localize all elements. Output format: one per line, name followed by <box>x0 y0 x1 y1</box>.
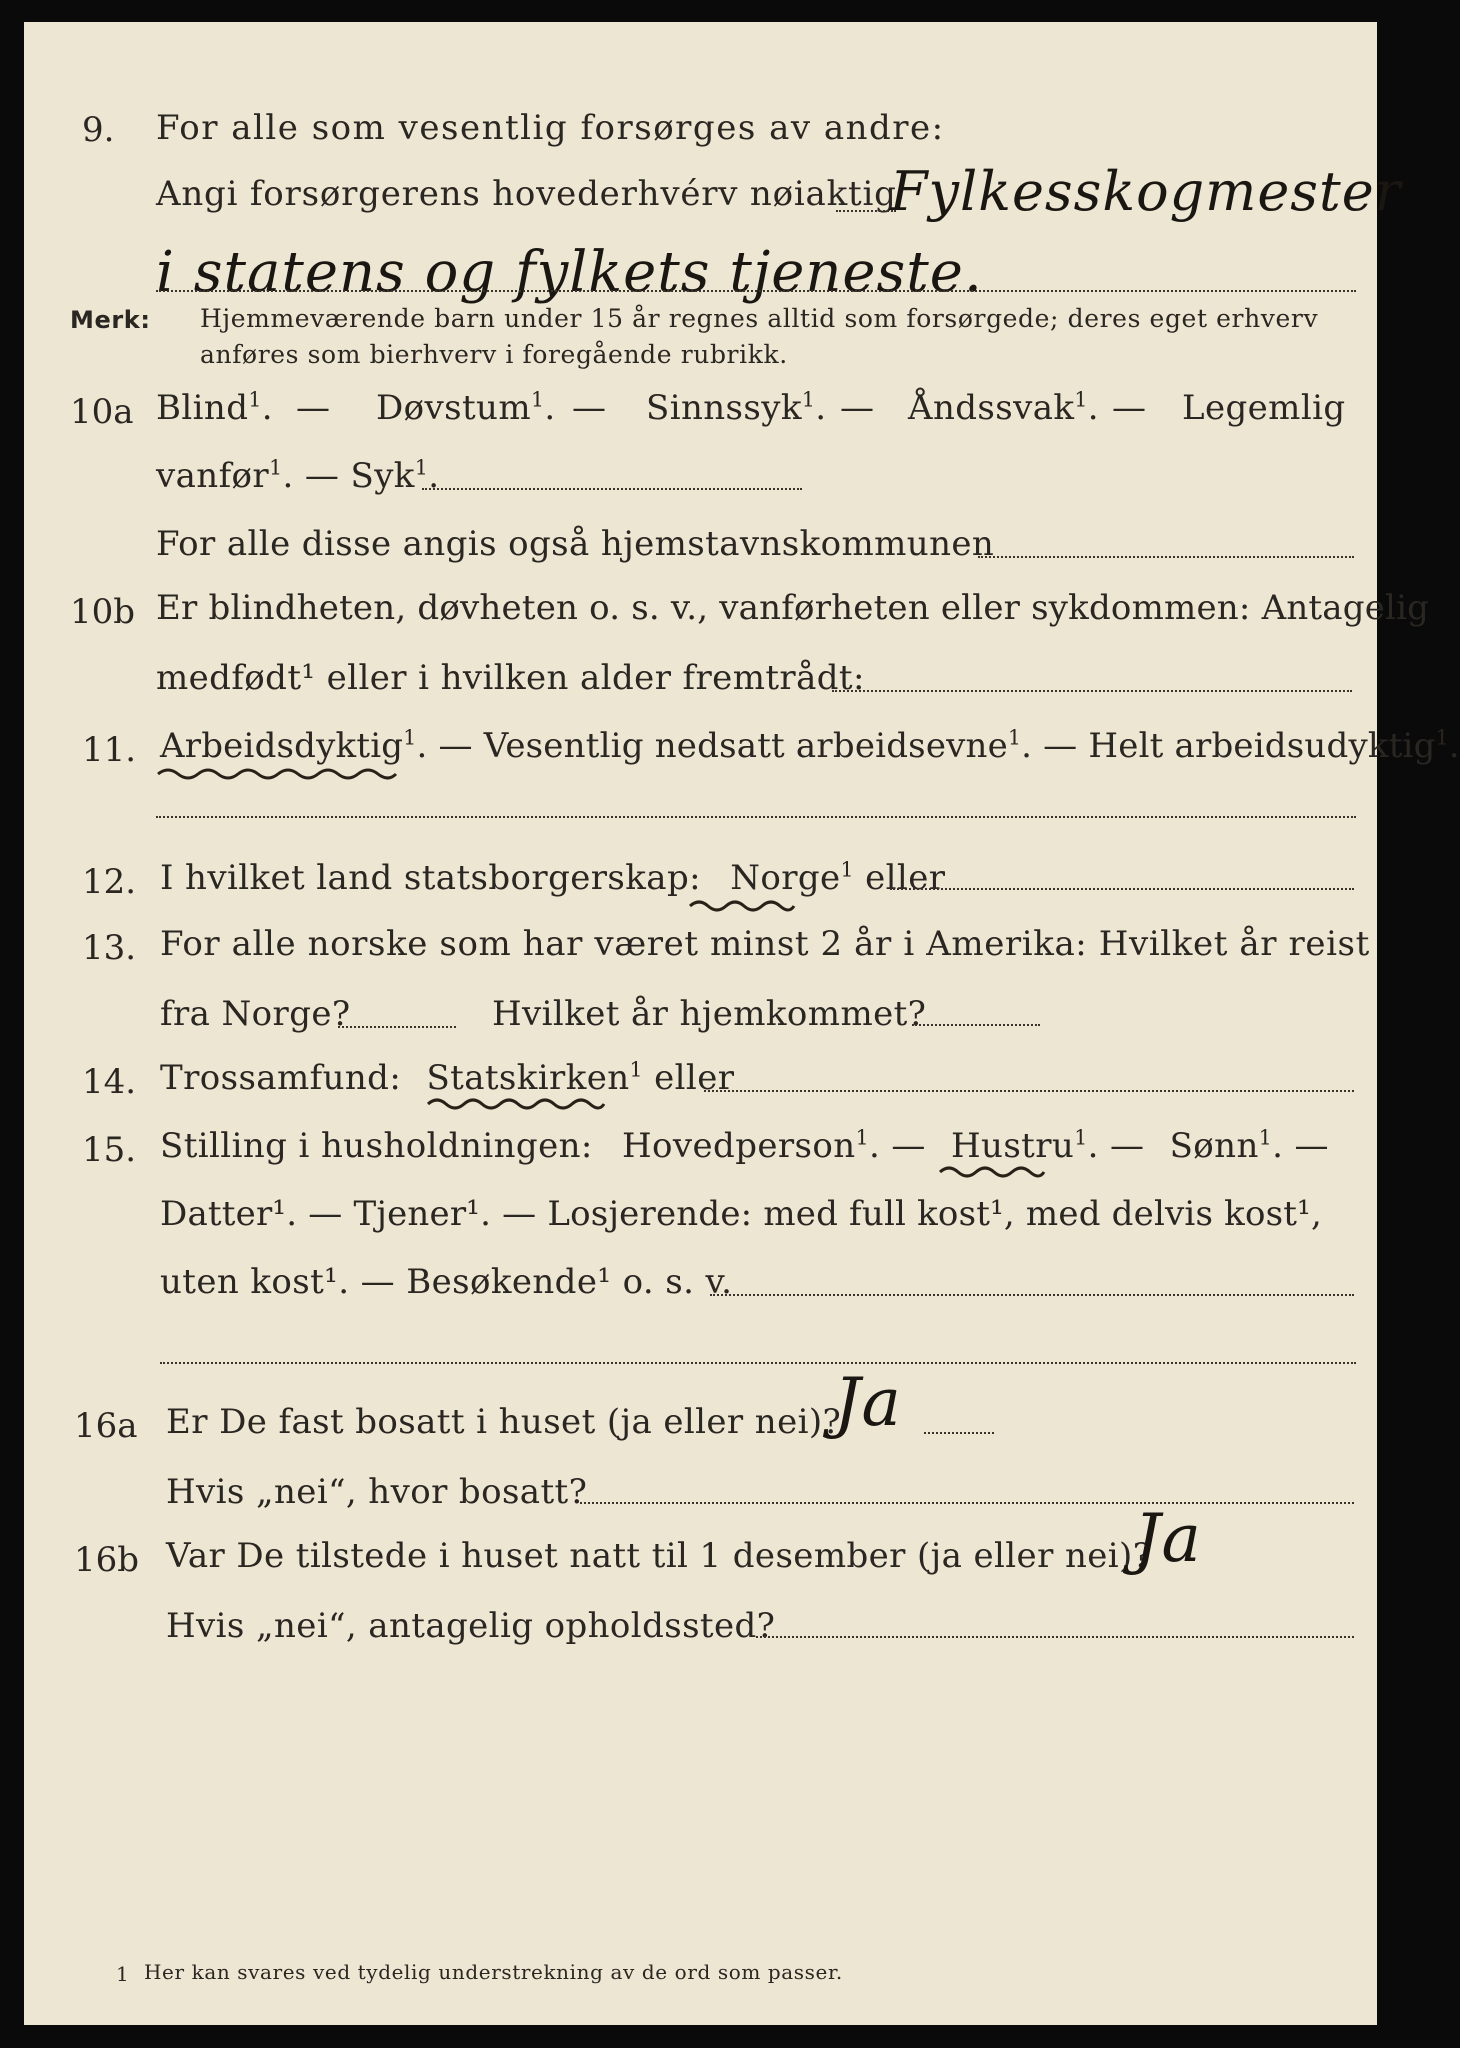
footnote-text: Her kan svares ved tydelig understrekning av de ord som passer. <box>144 1960 843 1984</box>
q9-handwritten-answer-1: Fylkesskogmester <box>890 160 1402 223</box>
q10a-hjemstavn-prompt: For alle disse angis også hjemstavnskommunen <box>156 524 995 564</box>
q13-prompt-reist: fra Norge? <box>160 994 351 1034</box>
census-form-page <box>24 22 1460 2025</box>
q13-number: 13. <box>82 928 137 968</box>
q10a-number: 10a <box>70 392 134 432</box>
q10a-dotted-line-1 <box>422 488 802 490</box>
q15-option-hustru: Hustru <box>950 1126 1075 1166</box>
dash: — <box>296 388 331 428</box>
q16b-prompt: Hvis „nei“, antagelig opholdssted? <box>166 1606 776 1646</box>
q11-underline-mark <box>156 766 396 782</box>
q16a-number: 16a <box>74 1406 138 1446</box>
dash: — <box>572 388 607 428</box>
q16b-handwritten-answer: Ja <box>1134 1500 1202 1577</box>
q16a-prompt: Hvis „nei“, hvor bosatt? <box>166 1472 588 1512</box>
q10a-option-sinnssyk: Sinnssyk$^1$. <box>646 387 827 428</box>
q16a-dotted-line-2 <box>580 1502 1354 1504</box>
q12-dotted-line <box>890 888 1354 890</box>
q13-dotted-line-1 <box>338 1026 456 1028</box>
q14-number: 14. <box>82 1062 137 1102</box>
q12-number: 12. <box>82 862 137 902</box>
q10b-dotted-line <box>832 690 1352 692</box>
q9-handwritten-answer-2: i statens og fylkets tjeneste. <box>156 240 983 305</box>
q16a-question: Er De fast bosatt i huset (ja eller nei)? <box>166 1402 842 1442</box>
merk-note-line1: Hjemmeværende barn under 15 år regnes alltid som forsørgede; deres eget erhverv <box>200 304 1319 333</box>
q10a-dotted-line-2 <box>978 556 1354 558</box>
q16a-handwritten-answer: Ja <box>834 1364 902 1441</box>
q9-answer-dotted-line <box>836 210 896 212</box>
q12-option-norge: Norge <box>730 858 841 898</box>
q11-options: Arbeidsdyktig$^1$. — Vesentlig nedsatt arbeidsevne$^1$. — Helt arbeidsudyktig$^1$. <box>160 725 1460 766</box>
q10a-option-legemlig: Legemlig <box>1182 388 1346 428</box>
q10a-option-andssvak: Åndssvak$^1$. <box>908 387 1099 428</box>
q15-number: 15. <box>82 1130 137 1170</box>
q10a-option-vanfor: vanfør$^1$. — Syk$^1$. <box>156 455 440 496</box>
q15-dotted-line-1 <box>710 1294 1354 1296</box>
q9-number: 9. <box>82 110 115 150</box>
q16b-number: 16b <box>74 1540 140 1580</box>
q14-underline-mark <box>426 1096 606 1112</box>
q15-underline-mark <box>938 1164 1048 1180</box>
q9-prompt: Angi forsørgerens hovederhvérv nøiaktig <box>156 174 897 214</box>
footnote-mark: 1 <box>116 1962 130 1986</box>
q15-question: Stilling i husholdningen: Hovedperson$^1$. — Hustru$^1$. — Sønn$^1$. — <box>160 1125 1329 1166</box>
dash: — <box>1112 388 1147 428</box>
q14-option-statskirken: Statskirken <box>426 1058 630 1098</box>
q10b-number: 10b <box>70 592 136 632</box>
q10b-prompt: medfødt¹ eller i hvilken alder fremtrådt: <box>156 658 865 698</box>
q10a-option-blind: Blind$^1$. <box>156 387 273 428</box>
q15-line3: uten kost¹. — Besøkende¹ o. s. v. <box>160 1262 733 1302</box>
q10b-question: Er blindheten, døvheten o. s. v., vanførheten eller sykdommen: Antagelig <box>156 588 1430 628</box>
q16b-dotted-line <box>756 1636 1354 1638</box>
q13-dotted-line-2 <box>912 1024 1040 1026</box>
merk-note-line2: anføres som bierhverv i foregående rubrikk. <box>200 340 788 369</box>
q12-underline-mark <box>688 898 798 914</box>
merk-label: Merk: <box>70 306 151 334</box>
q16a-dotted-line-1 <box>924 1432 994 1434</box>
q9-answer-dotted-line-2 <box>156 290 1356 292</box>
q14-question: Trossamfund: Statskirken$^1$ eller <box>160 1057 735 1098</box>
q16b-question: Var De tilstede i huset natt til 1 desember (ja eller nei)? <box>166 1536 1152 1576</box>
q15-line2: Datter¹. — Tjener¹. — Losjerende: med full kost¹, med delvis kost¹, <box>160 1194 1322 1234</box>
q11-dotted-line <box>156 816 1356 818</box>
q9-question: For alle som vesentlig forsørges av andre: <box>156 108 945 148</box>
q15-dotted-line-2 <box>160 1362 1356 1364</box>
dash: — <box>840 388 875 428</box>
q12-question: I hvilket land statsborgerskap: Norge$^1$ eller <box>160 857 946 898</box>
q13-question: For alle norske som har været minst 2 år i Amerika: Hvilket år reist <box>160 924 1370 964</box>
q11-option-arbeidsdyktig: Arbeidsdyktig <box>160 726 404 766</box>
q14-dotted-line <box>704 1090 1354 1092</box>
q11-number: 11. <box>82 730 137 770</box>
q10a-option-dovstum: Døvstum$^1$. <box>376 387 556 428</box>
q13-prompt-hjemkommet: Hvilket år hjemkommet? <box>492 994 927 1034</box>
